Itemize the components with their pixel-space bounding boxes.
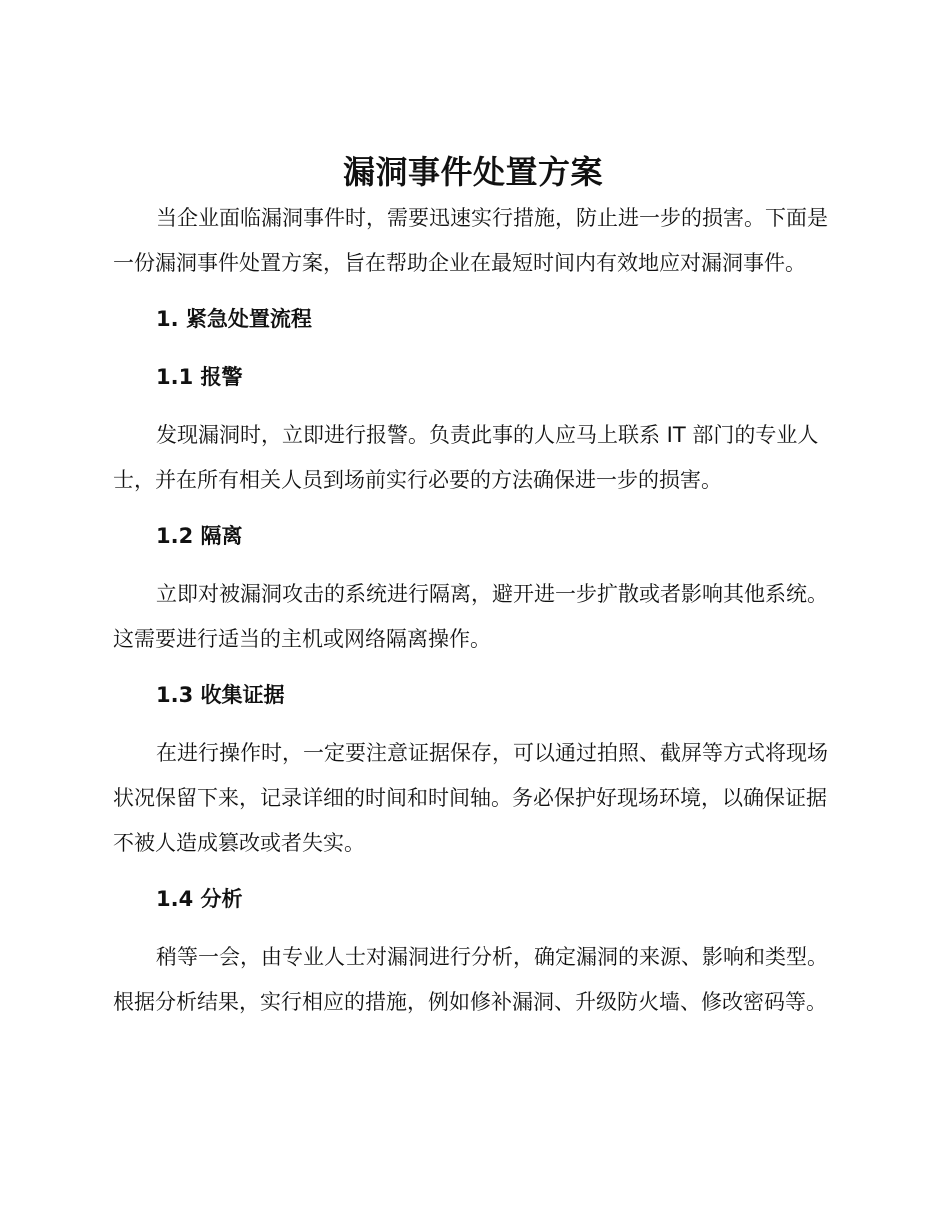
subsection-body-1-3: 在进行操作时，一定要注意证据保存，可以通过拍照、截屏等方式将现场状况保留下来，记录详细的时间和时间轴。务必保护好现场环境，以确保证据不被人造成篡改或者失实。 [113, 741, 828, 855]
document-page [113, 150, 833, 1025]
spacer [113, 503, 833, 514]
section-heading-1: 1. 紧急处置流程 [156, 307, 312, 331]
spacer [113, 866, 833, 877]
spacer [113, 922, 833, 935]
document-title: 漏洞事件处置方案 [342, 153, 603, 191]
subsection-heading-1-2: 1.2 隔离 [156, 524, 243, 548]
subsection-body-1-2: 立即对被漏洞攻击的系统进行隔离，避开进一步扩散或者影响其他系统。这需要进行适当的主机或网络隔离操作。 [113, 582, 828, 651]
subsection-heading-1-3: 1.3 收集证据 [156, 683, 285, 707]
spacer [113, 718, 833, 731]
spacer [113, 286, 833, 297]
subsection-heading-1-4: 1.4 分析 [156, 887, 243, 911]
spacer [113, 559, 833, 572]
spacer [113, 662, 833, 673]
subsection-body-1-4: 稍等一会，由专业人士对漏洞进行分析，确定漏洞的来源、影响和类型。根据分析结果，实行相应的措施，例如修补漏洞、升级防火墙、修改密码等。 [113, 945, 828, 1014]
intro-paragraph: 当企业面临漏洞事件时，需要迅速实行措施，防止进一步的损害。下面是一份漏洞事件处置方案，旨在帮助企业在最短时间内有效地应对漏洞事件。 [113, 206, 828, 275]
spacer [113, 400, 833, 413]
spacer [113, 342, 833, 355]
subsection-body-1-1: 发现漏洞时，立即进行报警。负责此事的人应马上联系 IT 部门的专业人士，并在所有相关人员到场前实行必要的方法确保进一步的损害。 [113, 423, 819, 492]
subsection-heading-1-1: 1.1 报警 [156, 365, 243, 389]
